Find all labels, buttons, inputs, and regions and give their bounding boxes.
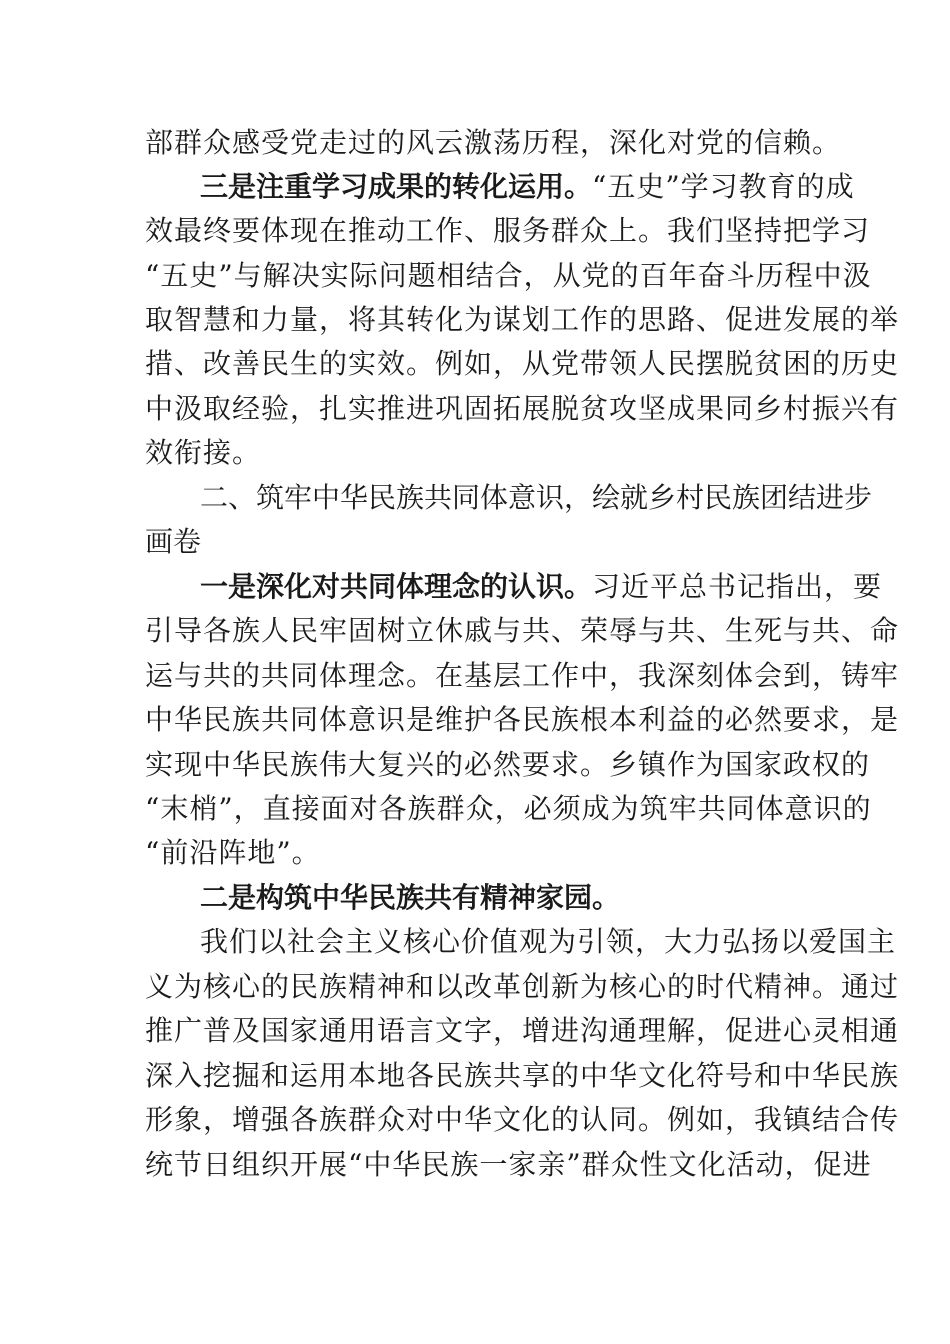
body-text: 形象，增强各族群众对中华文化的认同。例如，我镇结合传 (145, 1103, 900, 1136)
body-text: 部群众感受党走过的风云激荡历程，深化对党的信赖。 (145, 126, 842, 159)
paragraph-line (145, 1100, 900, 1140)
body-text: 效最终要体现在推动工作、服务群众上。我们坚持把学习 (145, 214, 871, 247)
paragraph-line (145, 700, 900, 740)
paragraph-line (145, 211, 871, 251)
paragraph-line (145, 656, 900, 696)
paragraph-line (145, 1011, 900, 1051)
body-text: 习近平总书记指出，要 (592, 570, 883, 603)
paragraph-line (145, 833, 806, 873)
paragraph-line (200, 878, 806, 918)
paragraph-line (145, 123, 842, 163)
paragraph-line (145, 611, 900, 651)
body-text: 引导各族人民牢固树立休戚与共、荣辱与共、生死与共、命 (145, 614, 900, 647)
body-text: 措、改善民生的实效。例如，从党带领人民摆脱贫困的历史 (145, 347, 900, 380)
body-text: 我们以社会主义核心价值观为引领，大力弘扬以爱国主 (200, 925, 897, 958)
body-text: 义为核心的民族精神和以改革创新为核心的时代精神。通过 (145, 970, 900, 1003)
paragraph-line (145, 256, 872, 296)
paragraph-line (145, 433, 806, 473)
paragraph-line (200, 922, 897, 962)
body-text: 统节日组织开展“中华民族一家亲”群众性文化活动，促进 (145, 1148, 872, 1181)
body-text: “末梢”，直接面对各族群众，必须成为筑牢共同体意识的 (145, 792, 872, 825)
body-text: 深入挖掘和运用本地各民族共享的中华文化符号和中华民族 (145, 1059, 900, 1092)
paragraph-line (145, 789, 872, 829)
bold-lead-text: 三是注重学习成果的转化运用。 (200, 170, 593, 203)
paragraph-line (145, 344, 900, 384)
paragraph-line (145, 1145, 872, 1185)
paragraph-line (145, 967, 900, 1007)
section-heading-line (145, 522, 806, 562)
paragraph-line (145, 1056, 900, 1096)
bold-lead-text: 二是构筑中华民族共有精神家园。 (200, 881, 621, 914)
body-text: 运与共的共同体理念。在基层工作中，我深刻体会到，铸牢 (145, 659, 900, 692)
body-text: “前沿阵地”。 (145, 836, 321, 869)
section-heading-text: 二、筑牢中华民族共同体意识，绘就乡村民族团结进步 (200, 481, 873, 514)
body-text: 中汲取经验，扎实推进巩固拓展脱贫攻坚成果同乡村振兴有 (145, 392, 900, 425)
body-text: “五史”学习教育的成 (592, 170, 855, 203)
paragraph-line (145, 745, 871, 785)
body-text: 推广普及国家通用语言文字，增进沟通理解，促进心灵相通 (145, 1014, 900, 1047)
paragraph-line (145, 389, 900, 429)
body-text: “五史”与解决实际问题相结合，从党的百年奋斗历程中汲 (145, 259, 872, 292)
body-text: 取智慧和力量，将其转化为谋划工作的思路、促进发展的举 (145, 303, 900, 336)
body-text: 中华民族共同体意识是维护各民族根本利益的必然要求，是 (145, 703, 900, 736)
paragraph-line (145, 300, 900, 340)
bold-lead-text: 一是深化对共同体理念的认识。 (200, 570, 593, 603)
paragraph-line (200, 567, 883, 607)
body-text: 实现中华民族伟大复兴的必然要求。乡镇作为国家政权的 (145, 748, 871, 781)
section-heading-line (200, 478, 873, 518)
section-heading-text: 画卷 (145, 525, 202, 558)
paragraph-line (200, 167, 855, 207)
body-text: 效衔接。 (145, 436, 262, 469)
